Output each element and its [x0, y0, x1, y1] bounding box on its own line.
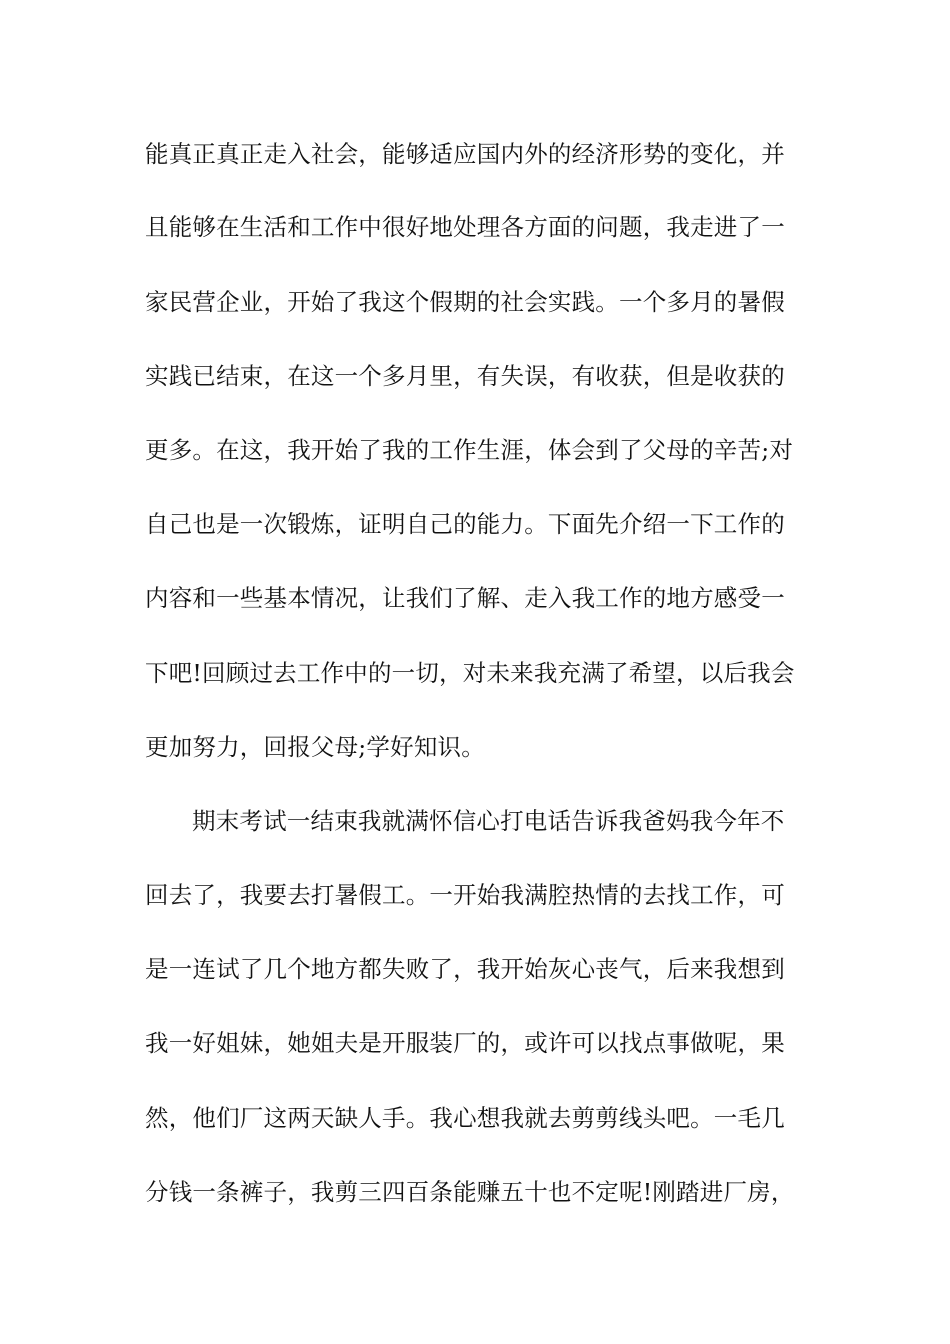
paragraph-2-line-6: 分钱一条裤子，我剪三四百条能赚五十也不定呢!刚踏进厂房，	[145, 1178, 795, 1206]
paragraph-1-line-3: 家民营企业，开始了我这个假期的社会实践。一个多月的暑假	[145, 288, 785, 316]
paragraph-1-line-4: 实践已结束，在这一个多月里，有失误，有收获，但是收获的	[145, 362, 785, 390]
paragraph-1-line-8: 下吧!回顾过去工作中的一切，对未来我充满了希望，以后我会	[145, 659, 795, 687]
paragraph-1-line-5: 更多。在这，我开始了我的工作生涯，体会到了父母的辛苦;对	[145, 436, 794, 464]
paragraph-1-line-7: 内容和一些基本情况，让我们了解、走入我工作的地方感受一	[145, 584, 785, 612]
paragraph-2-line-4: 我一好姐妹，她姐夫是开服装厂的，或许可以找点事做呢，果	[145, 1029, 785, 1057]
paragraph-1-line-6: 自己也是一次锻炼，证明自己的能力。下面先介绍一下工作的	[145, 510, 785, 538]
paragraph-1-line-9: 更加努力，回报父母;学好知识。	[145, 733, 485, 761]
paragraph-2-line-3: 是一连试了几个地方都失败了，我开始灰心丧气，后来我想到	[145, 955, 785, 983]
paragraph-2-line-2: 回去了，我要去打暑假工。一开始我满腔热情的去找工作，可	[145, 881, 785, 909]
paragraph-2-line-1: 期末考试一结束我就满怀信心打电话告诉我爸妈我今年不	[192, 807, 785, 835]
paragraph-1-line-1: 能真正真正走入社会，能够适应国内外的经济形势的变化，并	[145, 140, 785, 168]
paragraph-1-line-2: 且能够在生活和工作中很好地处理各方面的问题，我走进了一	[145, 213, 785, 241]
paragraph-2-line-5: 然，他们厂这两天缺人手。我心想我就去剪剪线头吧。一毛几	[145, 1104, 785, 1132]
